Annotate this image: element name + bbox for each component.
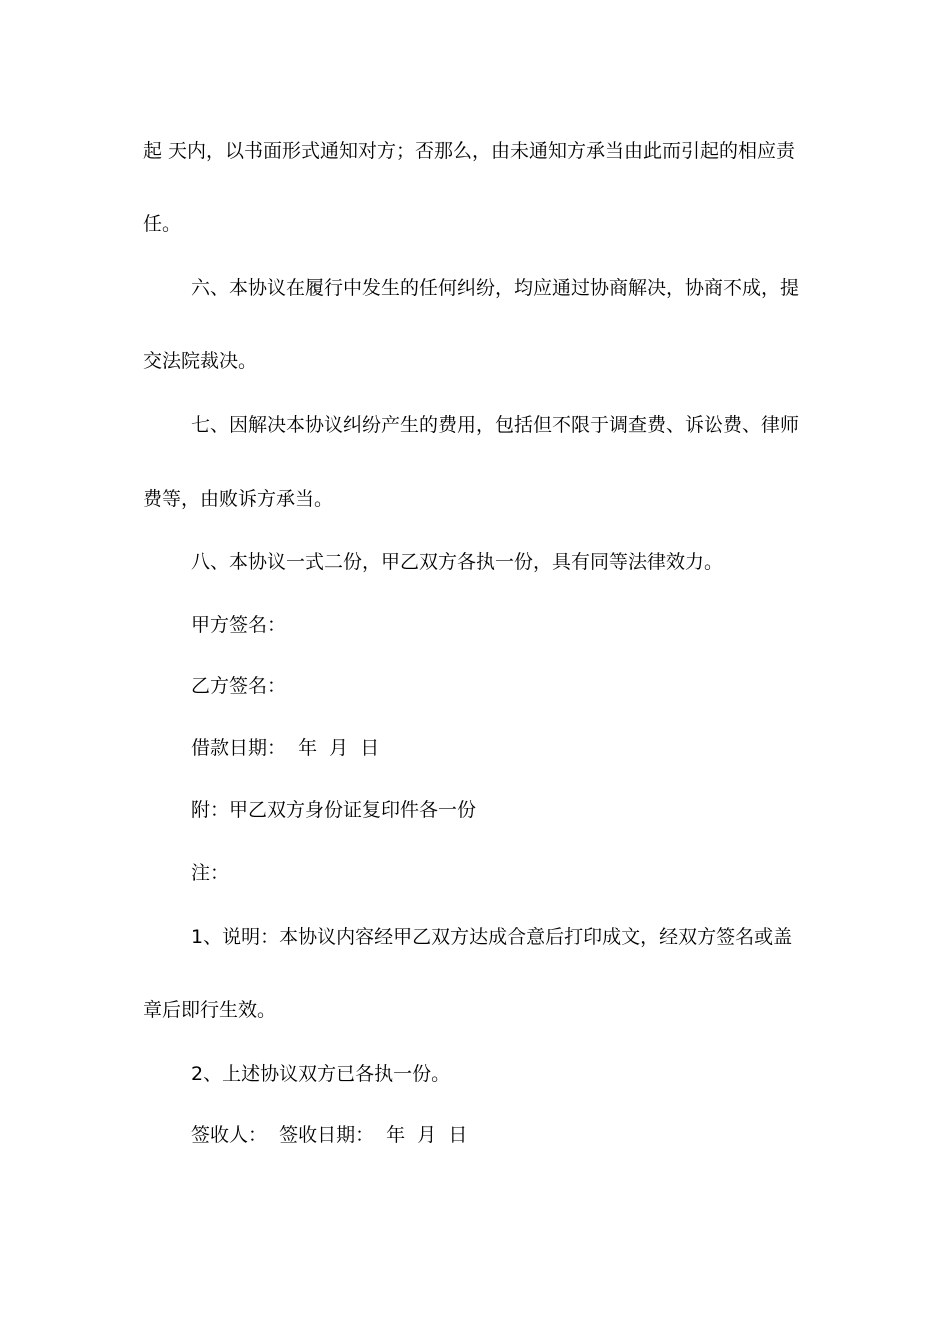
clause-seven-line-1: 七、因解决本协议纠纷产生的费用，包括但不限于调查费、诉讼费、律师 — [191, 414, 800, 436]
receipt-signature-line: 签收人： 签收日期： 年 月 日 — [191, 1124, 468, 1146]
note-one-line-1: 1、说明：本协议内容经甲乙双方达成合意后打印成文，经双方签名或盖 — [191, 926, 793, 948]
note-two: 2、上述协议双方已各执一份。 — [191, 1063, 451, 1085]
note-one-line-2: 章后即行生效。 — [143, 999, 277, 1021]
party-a-signature: 甲方签名： — [191, 614, 287, 636]
clause-five-continuation-line-1: 起 天内，以书面形式通知对方；否那么，由未通知方承当由此而引起的相应责 — [143, 140, 796, 162]
clause-five-continuation-line-2: 任。 — [143, 213, 182, 235]
clause-seven-line-2: 费等，由败诉方承当。 — [143, 488, 334, 510]
clause-six-line-2: 交法院裁决。 — [143, 350, 258, 372]
party-b-signature: 乙方签名： — [191, 675, 287, 697]
clause-six-line-1: 六、本协议在履行中发生的任何纠纷，均应通过协商解决，协商不成，提 — [191, 277, 800, 299]
notes-heading: 注： — [191, 862, 230, 884]
clause-eight: 八、本协议一式二份，甲乙双方各执一份，具有同等法律效力。 — [191, 551, 724, 573]
attachment-note: 附：甲乙双方身份证复印件各一份 — [191, 799, 477, 821]
loan-date: 借款日期： 年 月 日 — [191, 737, 380, 759]
